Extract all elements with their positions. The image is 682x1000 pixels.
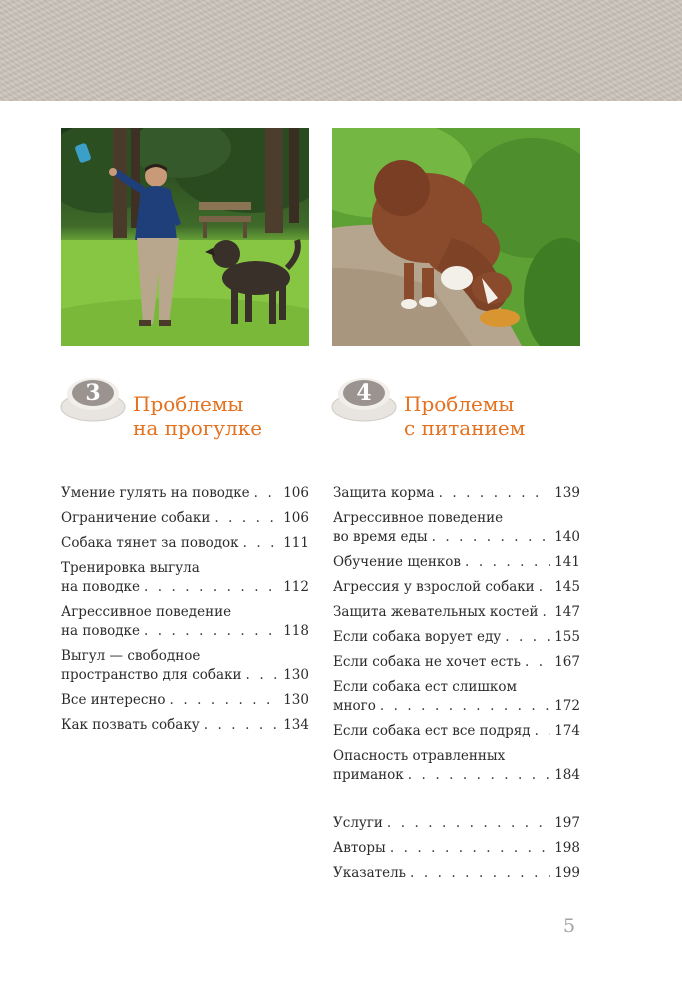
toc-leader-dots <box>410 864 550 883</box>
toc-entry-page: 167 <box>554 654 580 670</box>
photo-man-with-dog-in-park <box>61 128 309 346</box>
toc-entry-page: 106 <box>283 485 309 501</box>
toc-entry-page: 130 <box>283 692 309 708</box>
toc-entry-title: Если собака ест все подряд <box>333 723 531 739</box>
toc-entry-title: пространство для собаки <box>61 667 242 683</box>
toc-entry[interactable] <box>333 678 580 716</box>
toc-entry[interactable] <box>333 509 580 547</box>
toc-entry-title: Как позвать собаку <box>61 717 200 733</box>
toc-entry[interactable] <box>333 747 580 785</box>
toc-entry-page: 130 <box>283 667 309 683</box>
toc-entry-page: 145 <box>554 579 580 595</box>
toc-entry-title: Ограничение собаки <box>61 510 211 526</box>
toc-entry-page: 140 <box>554 529 580 545</box>
toc-entry-page: 199 <box>554 865 580 881</box>
toc-entry-page: 134 <box>283 717 309 733</box>
toc-back-matter <box>333 814 580 889</box>
toc-entry[interactable] <box>61 603 309 641</box>
toc-entry[interactable] <box>61 509 309 528</box>
toc-entry[interactable] <box>333 553 580 572</box>
chapter-number: 3 <box>85 380 101 406</box>
chapter-4-heading <box>331 377 581 447</box>
toc-entry-page: 198 <box>554 840 580 856</box>
toc-entry-title: Если собака ворует еду <box>333 629 502 645</box>
toc-entry-title: на поводке <box>61 623 140 639</box>
toc-entry-title: много <box>333 698 376 714</box>
chapter-title <box>404 392 525 440</box>
toc-leader-dots <box>246 666 280 685</box>
toc-entry-title: Защита корма <box>333 485 435 501</box>
toc-entry-title: Если собака ест слишком <box>333 679 517 695</box>
toc-entry-title: Услуги <box>333 815 383 831</box>
toc-entry[interactable] <box>333 722 580 741</box>
chapter-title-line: Проблемы <box>404 392 515 416</box>
toc-entry-page: 172 <box>554 698 580 714</box>
toc-entry-title: Агрессивное поведение <box>61 604 232 620</box>
toc-leader-dots <box>539 578 551 597</box>
photo-dog-eating-on-path <box>332 128 580 346</box>
chapter-title-line: Проблемы <box>133 392 244 416</box>
toc-leader-dots <box>432 528 551 547</box>
toc-entry[interactable] <box>333 814 580 833</box>
toc-entry-page: 155 <box>554 629 580 645</box>
toc-leader-dots <box>465 553 550 572</box>
toc-leader-dots <box>243 534 280 553</box>
toc-entry-title: Выгул — свободное <box>61 648 201 664</box>
toc-entry[interactable] <box>333 628 580 647</box>
toc-leader-dots <box>439 484 551 503</box>
toc-entry-page: 147 <box>554 604 580 620</box>
toc-entry-page: 141 <box>554 554 580 570</box>
toc-leader-dots <box>170 691 280 710</box>
toc-entry-page: 139 <box>554 485 580 501</box>
toc-entry[interactable] <box>333 864 580 883</box>
toc-leader-dots <box>505 628 550 647</box>
toc-chapter-3 <box>61 484 309 741</box>
toc-entry-page: 111 <box>283 535 309 551</box>
toc-entry-title: Собака тянет за поводок <box>61 535 239 551</box>
toc-entry-page: 112 <box>283 579 309 595</box>
toc-entry-title: на поводке <box>61 579 140 595</box>
toc-entry[interactable] <box>61 716 309 735</box>
toc-entry-title: Авторы <box>333 840 386 856</box>
toc-entry-title: Агрессия у взрослой собаки <box>333 579 535 595</box>
toc-entry-title: Агрессивное поведение <box>333 510 504 526</box>
toc-entry[interactable] <box>61 484 309 503</box>
toc-entry-title: во время еды <box>333 529 428 545</box>
toc-leader-dots <box>254 484 280 503</box>
toc-entry-title: приманок <box>333 767 404 783</box>
chapter-number: 4 <box>356 380 372 406</box>
toc-entry[interactable] <box>333 484 580 503</box>
toc-leader-dots <box>390 839 550 858</box>
toc-leader-dots <box>214 509 279 528</box>
toc-entry-title: Указатель <box>333 865 407 881</box>
toc-entry-page: 118 <box>283 623 309 639</box>
toc-leader-dots <box>408 766 550 785</box>
toc-entry[interactable] <box>333 578 580 597</box>
toc-entry-title: Опасность отравленных <box>333 748 506 764</box>
toc-leader-dots <box>144 622 279 641</box>
chapter-title-line: на прогулке <box>133 416 263 440</box>
toc-entry-title: Все интересно <box>61 692 166 708</box>
toc-entry-page: 106 <box>283 510 309 526</box>
page-number: 5 <box>563 915 576 937</box>
toc-leader-dots <box>535 722 551 741</box>
toc-leader-dots <box>144 578 279 597</box>
toc-entry[interactable] <box>333 653 580 672</box>
toc-entry[interactable] <box>61 647 309 685</box>
toc-leader-dots <box>204 716 280 735</box>
toc-chapter-4 <box>333 484 580 791</box>
toc-entry[interactable] <box>333 603 580 622</box>
toc-entry[interactable] <box>333 839 580 858</box>
top-decorative-band <box>0 0 682 101</box>
toc-entry-page: 174 <box>554 723 580 739</box>
toc-entry[interactable] <box>61 691 309 710</box>
toc-entry-title: Тренировка выгула <box>61 560 200 576</box>
toc-entry-title: Умение гулять на поводке <box>61 485 250 501</box>
toc-leader-dots <box>387 814 550 833</box>
toc-leader-dots <box>525 653 550 672</box>
toc-entry[interactable] <box>61 559 309 597</box>
toc-entry-title: Обучение щенков <box>333 554 462 570</box>
toc-entry-page: 184 <box>554 767 580 783</box>
chapter-title <box>133 392 262 440</box>
toc-entry-title: Если собака не хочет есть <box>333 654 521 670</box>
toc-entry-page: 197 <box>554 815 580 831</box>
toc-entry[interactable] <box>61 534 309 553</box>
toc-leader-dots <box>543 603 551 622</box>
chapter-3-heading <box>60 377 310 447</box>
toc-entry-title: Защита жевательных костей <box>333 604 539 620</box>
chapter-title-line: с питанием <box>404 416 526 440</box>
toc-leader-dots <box>380 697 550 716</box>
